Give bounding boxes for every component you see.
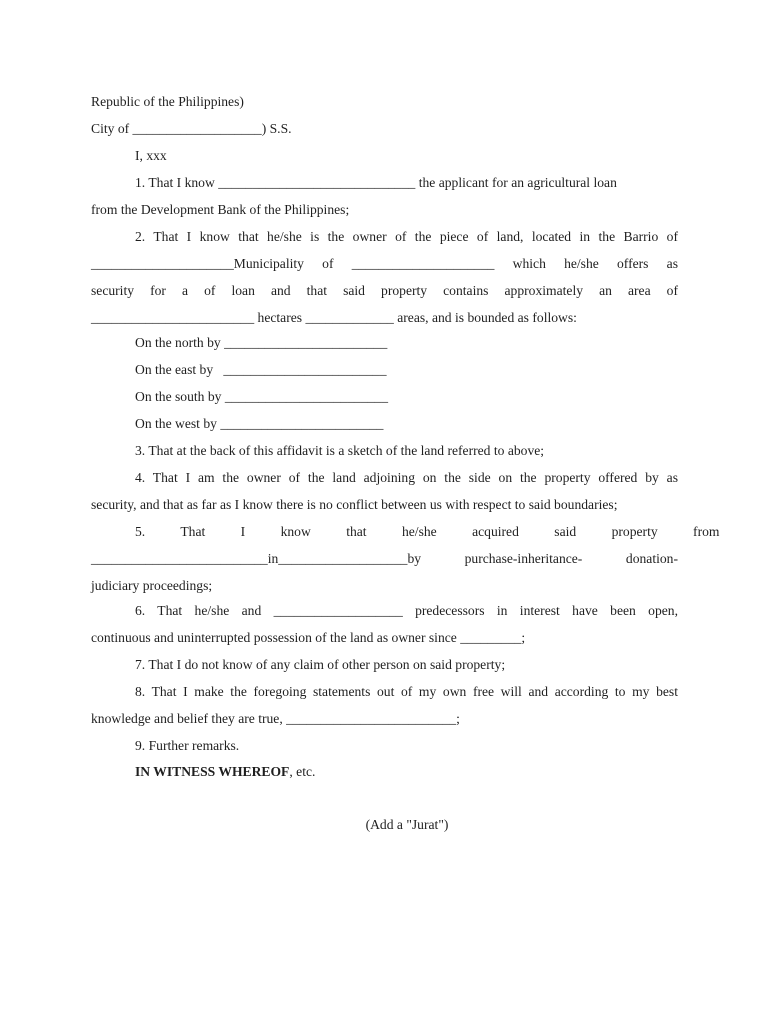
paragraph-1-line-1 xyxy=(135,169,678,196)
south-boundary-field[interactable]: ________________________ xyxy=(224,389,388,404)
paragraph-2-line-3 xyxy=(91,277,678,304)
witness-rest: , etc. xyxy=(289,764,316,779)
municipality-field[interactable]: _____________________ xyxy=(351,256,495,271)
east-boundary-field[interactable]: ________________________ xyxy=(223,362,387,377)
paragraph-3 xyxy=(135,437,678,464)
p3-text: 3. That at the back of this affidavit is a sketch of the land referred to above; xyxy=(135,443,545,458)
barrio-field[interactable]: _____________________ xyxy=(91,256,234,271)
p9-text: 9. Further remarks. xyxy=(135,738,240,753)
p1-text-line2: from the Development Bank of the Philippines; xyxy=(91,202,350,217)
east-label: On the east by xyxy=(135,362,214,377)
jurat-note xyxy=(91,811,723,838)
p2-hectares-label: hectares xyxy=(257,310,303,325)
affiant-text: I, xxx xyxy=(135,148,167,163)
witness-line xyxy=(135,758,678,785)
p2-text-line1: 2. That I know that he/she is the owner of the piece of land, located in the Barrio of xyxy=(135,229,678,244)
paragraph-5-line-2 xyxy=(91,545,678,572)
paragraph-4-line-1 xyxy=(135,464,678,491)
p4-text-line1: 4. That I am the owner of the land adjoining on the side on the property offered by as xyxy=(135,470,678,485)
city-suffix: ) S.S. xyxy=(261,121,292,136)
paragraph-5-line-1 xyxy=(135,518,720,545)
p5-in-label: in xyxy=(267,551,279,566)
paragraph-6-line-2 xyxy=(91,624,678,651)
south-label: On the south by xyxy=(135,389,222,404)
republic-line xyxy=(91,88,678,115)
paragraph-8-line-1 xyxy=(135,678,678,705)
bound-east-line xyxy=(135,356,678,383)
p2-offers-text: which he/she offers as xyxy=(512,256,678,271)
predecessor-field[interactable]: ___________________ xyxy=(273,603,403,618)
p6-text-line2: continuous and uninterrupted possession of the land as owner since xyxy=(91,630,457,645)
republic-text: Republic of the Philippines) xyxy=(91,94,244,109)
p5-by-text: by purchase-inheritance- donation- xyxy=(407,551,678,566)
affiant-line xyxy=(135,142,678,169)
applicant-name-field[interactable]: _____________________________ xyxy=(218,175,416,190)
paragraph-7 xyxy=(135,651,678,678)
paragraph-2-line-2 xyxy=(91,250,678,277)
p6-text-b: predecessors in interest have been open, xyxy=(415,603,678,618)
north-label: On the north by xyxy=(135,335,221,350)
bound-south-line xyxy=(135,383,678,410)
paragraph-8-line-2 xyxy=(91,705,678,732)
west-boundary-field[interactable]: ________________________ xyxy=(220,416,384,431)
p8-text-line1: 8. That I make the foregoing statements out of my own free will and according to my best xyxy=(135,684,678,699)
p2-bounded-text: areas, and is bounded as follows: xyxy=(397,310,577,325)
paragraph-2-line-4 xyxy=(91,304,678,331)
acquired-date-field[interactable]: ___________________ xyxy=(278,551,408,566)
city-prefix: City of xyxy=(91,121,130,136)
paragraph-2-line-1 xyxy=(135,223,678,250)
p1-text-a: 1. That I know xyxy=(135,175,215,190)
area-field[interactable]: ________________________ xyxy=(91,310,255,325)
p2-text-line3: security for a of loan and that said property contains approximately an area of xyxy=(91,283,678,298)
p5-text-line3: judiciary proceedings; xyxy=(91,578,213,593)
area-type-field[interactable]: _____________ xyxy=(305,310,394,325)
p7-text: 7. That I do not know of any claim of other person on said property; xyxy=(135,657,506,672)
paragraph-9 xyxy=(135,732,678,759)
witness-bold: IN WITNESS WHEREOF xyxy=(135,764,290,779)
paragraph-4-line-2 xyxy=(91,491,678,518)
bound-west-line xyxy=(135,410,678,437)
jurat-text: (Add a "Jurat") xyxy=(365,817,449,832)
acquired-from-field[interactable]: __________________________ xyxy=(91,551,268,566)
p1-text-b: the applicant for an agricultural loan xyxy=(418,175,617,190)
p2-municipality-label: Municipality of xyxy=(233,256,334,271)
paragraph-1-line-2 xyxy=(91,196,678,223)
p6-text-a: 6. That he/she and xyxy=(135,603,262,618)
paragraph-5-line-3 xyxy=(91,572,678,599)
west-label: On the west by xyxy=(135,416,217,431)
bound-north-line xyxy=(135,329,678,356)
p4-text-line2: security, and that as far as I know there is no conflict between us with respect to said boundaries; xyxy=(91,497,618,512)
city-line xyxy=(91,115,678,142)
knowledge-field[interactable]: _________________________; xyxy=(286,711,460,726)
p8-text-line2: knowledge and belief they are true, xyxy=(91,711,283,726)
paragraph-6-line-1 xyxy=(135,597,678,624)
possession-since-field[interactable]: _________; xyxy=(460,630,526,645)
city-field[interactable]: ___________________ xyxy=(132,121,262,136)
north-boundary-field[interactable]: ________________________ xyxy=(224,335,388,350)
p5-text-line1: 5. That I know that he/she acquired said property from xyxy=(135,524,720,539)
